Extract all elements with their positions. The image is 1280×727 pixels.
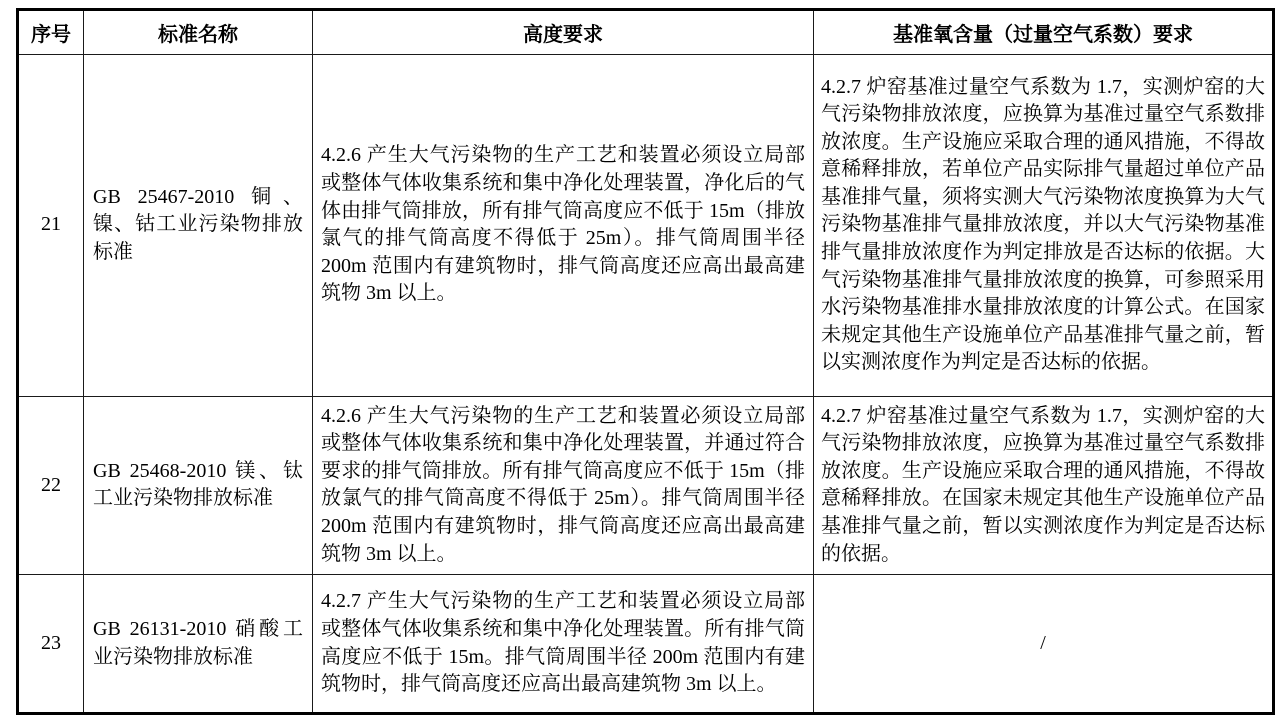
cell-standard-name: GB 26131-2010 硝酸工业污染物排放标准 [84,575,313,714]
cell-serial: 23 [18,575,84,714]
cell-serial: 22 [18,396,84,575]
cell-oxygen-requirement: 4.2.7 炉窑基准过量空气系数为 1.7，实测炉窑的大气污染物排放浓度，应换算为基准过量空气系数排放浓度。生产设施应采取合理的通风措施，不得故意稀释排放。在国家未规定其他生产设施单位产品基准排气量之前，暂以实测浓度作为判定是否达标的依据。 [814,396,1274,575]
cell-standard-name: GB 25467-2010 铜、镍、钴工业污染物排放标准 [84,55,313,397]
header-row [18,10,1274,55]
cell-standard-name: GB 25468-2010 镁、钛工业污染物排放标准 [84,396,313,575]
cell-height-requirement: 4.2.7 产生大气污染物的生产工艺和装置必须设立局部或整体气体收集系统和集中净化处理装置。所有排气筒高度应不低于 15m。排气筒周围半径 200m 范围内有建筑物时，排气筒高度还应高出最高建筑物 3m 以上。 [313,575,814,714]
col-header-standard-name: 标准名称 [84,10,313,55]
cell-serial: 21 [18,55,84,397]
cell-height-requirement: 4.2.6 产生大气污染物的生产工艺和装置必须设立局部或整体气体收集系统和集中净化处理装置，净化后的气体由排气筒排放，所有排气筒高度应不低于 15m（排放氯气的排气筒高度不得低于 25m）。排气筒周围半径 200m 范围内有建筑物时，排气筒高度还应高出最高建筑物 3m 以上。 [313,55,814,397]
cell-oxygen-requirement: 4.2.7 炉窑基准过量空气系数为 1.7，实测炉窑的大气污染物排放浓度，应换算为基准过量空气系数排放浓度。生产设施应采取合理的通风措施，不得故意稀释排放，若单位产品实际排气量超过单位产品基准排气量，须将实测大气污染物浓度换算为大气污染物基准排气量排放浓度，并以大气污染物基准排气量排放浓度作为判定排放是否达标的依据。大气污染物基准排气量排放浓度的换算，可参照采用水污染物基准排水量排放浓度的计算公式。在国家未规定其他生产设施单位产品基准排气量之前，暂以实测浓度作为判定是否达标的依据。 [814,55,1274,397]
col-header-serial: 序号 [18,10,84,55]
table-row [18,575,1274,714]
col-header-oxygen-requirement: 基准氧含量（过量空气系数）要求 [814,10,1274,55]
table-header-row [18,10,1274,55]
table-row [18,55,1274,397]
cell-oxygen-requirement: / [814,575,1274,714]
standards-table [16,8,1275,715]
col-header-height-requirement: 高度要求 [313,10,814,55]
table-row [18,396,1274,575]
cell-height-requirement: 4.2.6 产生大气污染物的生产工艺和装置必须设立局部或整体气体收集系统和集中净化处理装置，并通过符合要求的排气筒排放。所有排气筒高度应不低于 15m（排放氯气的排气筒高度不得低于 25m）。排气筒周围半径 200m 范围内有建筑物时，排气筒高度还应高出最高建筑物 3m 以上。 [313,396,814,575]
